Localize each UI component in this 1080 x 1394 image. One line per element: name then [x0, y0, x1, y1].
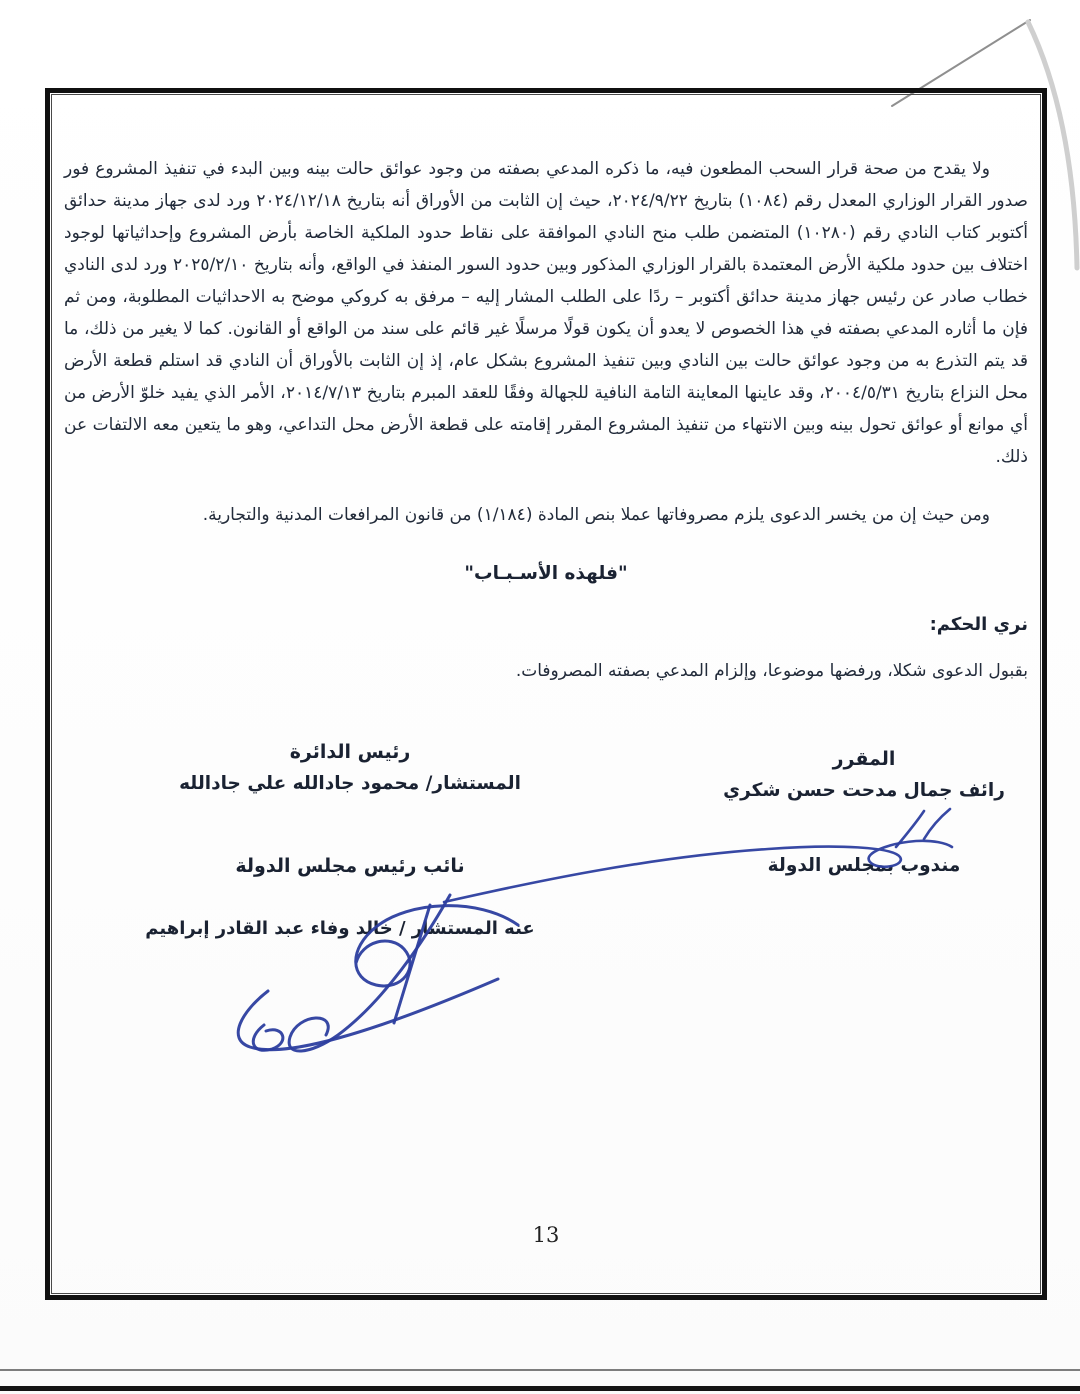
document-frame: [45, 88, 1047, 1300]
deputy-name: عنه المستشار / خالد وفاء عبد القادر إبراهيم: [145, 918, 535, 939]
signature-block-chief: [135, 741, 565, 794]
page-number: 13: [532, 1223, 560, 1247]
document-content: [50, 93, 1042, 1295]
scan-edge-line-thick: [0, 1386, 1080, 1391]
costs-paragraph: ومن حيث إن من يخسر الدعوى يلزم مصروفاتها عملا بنص المادة (١/١٨٤) من قانون المرافعات المدنية والتجارية.: [202, 505, 990, 525]
reporter-title: المقرر: [832, 748, 896, 770]
verdict-text: بقبول الدعوى شكلا، ورفضها موضوعا، وإلزام المدعي بصفته المصروفات.: [515, 661, 1028, 681]
signature-block-reporter: [714, 748, 1014, 876]
reporter-role: مندوب بمجلس الدولة: [767, 855, 961, 876]
reporter-name: رائف جمال مدحت حسن شكري: [723, 780, 1005, 801]
reasons-heading: "فلهذه الأسـبـاب": [464, 563, 628, 584]
ruling-label: نري الحكم:: [929, 614, 1028, 635]
main-paragraph: ولا يقدح من صحة قرار السحب المطعون فيه، ما ذكره المدعي بصفته من وجود عوائق حالت بينه وبين البدء في تنفيذ المشروع فور صدور القرار الوزاري المعدل رقم (١٠٨٤) بتاريخ ٢٠٢٤/٩/٢٢، حيث إن الثابت من الأوراق أنه بتاريخ ٢٠٢٤/١٢/١٨ ورد لدى جهاز مدينة حدائق أكتوبر كتاب النادي رقم (١٠٢٨٠) المتضمن طلب منح النادي الموافقة على نقاط حدود الملكية الخاصة بأرض المشروع وإحداثياتها لوجود اختلاف بين حدود ملكية الأرض المعتمدة بالقرار الوزاري المذكور وبين حدود السور المنفذ في الواقع، وأنه بتاريخ ٢٠٢٥/٢/١٠ ورد لدى النادي خطاب صادر عن رئيس جهاز مدينة حدائق أكتوبر – ردًا على الطلب المشار إليه – مرفق به كروكي موضح به الاحداثيات المطلوبة، ومن ثم فإن ما أثاره المدعي بصفته في هذا الخصوص لا يعدو أن يكون قولًا مرسلًا غير قائم على سند من الواقع أو القانون. كما لا يغير من ذلك، ما قد يتم التذرع به من وجود عوائق حالت بين النادي وبين تنفيذ المشروع بشكل عام، إذ إن الثابت بالأوراق أن النادي قد استلم قطعة الأرض محل النزاع بتاريخ ٢٠٠٤/٥/٣١، وقد عاينها المعاينة التامة النافية للجهالة وفقًا للعقد المبرم بتاريخ ٢٠١٤/٧/١٣، الأمر الذي يفيد خلوّ الأرض من أي موانع أو عوائق تحول بينه وبين الانتهاء من تنفيذ المشروع المقرر إقامته على قطعة الأرض محل التداعي، وهو ما يتعين معه الالتفات عن ذلك.: [64, 159, 1028, 467]
chief-title: رئيس الدائرة: [289, 741, 411, 763]
scan-edge-line-thin: [0, 1369, 1080, 1371]
signature-block-deputy: [135, 855, 565, 877]
deputy-title: نائب رئيس مجلس الدولة: [235, 855, 465, 877]
chief-name: المستشار/ محمود جادالله علي جادالله: [179, 773, 521, 794]
